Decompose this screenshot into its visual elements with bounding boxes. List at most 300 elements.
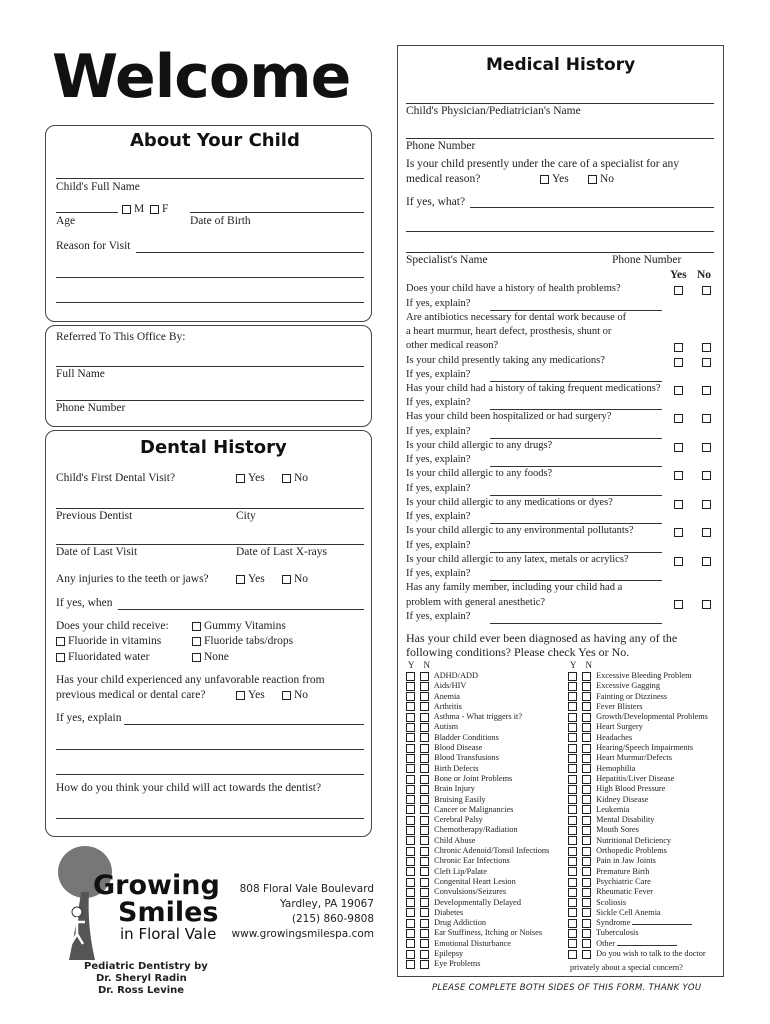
condition-row [568, 733, 708, 743]
condition-yes-checkbox[interactable] [406, 816, 415, 825]
condition-label: Pain in Jaw Joints [596, 856, 656, 866]
question-yes-checkbox[interactable] [674, 358, 683, 367]
condition-no-checkbox[interactable] [420, 785, 429, 794]
injuries-no[interactable]: No [282, 573, 308, 585]
logo-smiles: Smiles [118, 897, 219, 928]
question-yes-checkbox[interactable] [674, 500, 683, 509]
condition-yes-checkbox[interactable] [406, 713, 415, 722]
condition-label: Aids/HIV [433, 681, 467, 691]
condition-label: Blood Transfusions [434, 753, 499, 763]
condition-label: Other [596, 938, 616, 948]
if-yes-when-label: If yes, when [56, 597, 113, 609]
act-line[interactable] [56, 818, 364, 819]
condition-row [568, 867, 708, 877]
condition-label: Psychiatric Care [596, 876, 651, 886]
reason-line-3[interactable] [56, 302, 364, 303]
condition-row [568, 671, 708, 681]
condition-yes-checkbox[interactable] [406, 764, 415, 773]
question-yes-checkbox[interactable] [674, 386, 683, 395]
condition-no-checkbox[interactable] [420, 775, 429, 784]
diagnosis-intro-2: following conditions? Please check Yes or No. [406, 645, 630, 659]
condition-yes-checkbox[interactable] [406, 775, 415, 784]
female-checkbox[interactable] [150, 205, 159, 214]
condition-label: Hearing/Speech Impairments [596, 743, 694, 753]
question-yes-checkbox[interactable] [674, 443, 683, 452]
condition-yes-checkbox[interactable] [406, 950, 415, 959]
condition-row [568, 692, 708, 702]
health-question: Does your child have a history of health problems? [406, 283, 621, 294]
condition-row [406, 692, 549, 702]
condition-no-checkbox[interactable] [420, 898, 429, 907]
explain-line[interactable] [490, 409, 662, 410]
health-question: Are antibiotics necessary for dental work because of [406, 312, 627, 323]
condition-yes-checkbox[interactable] [406, 795, 415, 804]
condition-no-checkbox[interactable] [582, 929, 591, 938]
if-yes-what-label: If yes, what? [406, 196, 466, 208]
condition-row [406, 908, 549, 918]
condition-no-checkbox[interactable] [420, 702, 429, 711]
condition-yes-checkbox[interactable] [568, 795, 577, 804]
question-no-checkbox[interactable] [702, 557, 711, 566]
question-no-checkbox[interactable] [702, 528, 711, 537]
condition-no-checkbox[interactable] [420, 672, 429, 681]
injuries-yes[interactable]: Yes [236, 573, 265, 585]
condition-label: Ear Stuffiness, Itching or Noises [434, 928, 543, 938]
conditions-left-list [406, 671, 549, 970]
condition-no-checkbox[interactable] [420, 723, 429, 732]
condition-yes-checkbox[interactable] [568, 764, 577, 773]
condition-no-checkbox[interactable] [420, 857, 429, 866]
condition-label: Hepatitis/Liver Disease [596, 773, 675, 783]
age-label: Age [56, 215, 76, 227]
conditions-right-list [568, 671, 708, 959]
condition-no-checkbox[interactable] [420, 816, 429, 825]
address-street: 808 Floral Vale Boulevard [239, 883, 374, 895]
condition-no-checkbox[interactable] [582, 805, 591, 814]
condition-yes-checkbox[interactable] [568, 754, 577, 763]
question-no-checkbox[interactable] [702, 386, 711, 395]
condition-label: Leukemia [596, 804, 630, 814]
condition-label: Congenital Heart Lesion [434, 876, 516, 886]
condition-no-checkbox[interactable] [420, 847, 429, 856]
condition-label: Bruising Easily [434, 794, 486, 804]
condition-yes-checkbox[interactable] [568, 744, 577, 753]
health-question: Is your child allergic to any foods? [406, 468, 553, 479]
condition-yes-checkbox[interactable] [406, 733, 415, 742]
condition-blank[interactable] [617, 945, 677, 946]
health-question: problem with general anesthetic? [406, 597, 546, 608]
condition-yes-checkbox[interactable] [568, 939, 577, 948]
if-yes-what-line-2[interactable] [406, 231, 714, 232]
condition-yes-checkbox[interactable] [406, 960, 415, 969]
condition-no-checkbox[interactable] [582, 826, 591, 835]
question-yes-checkbox[interactable] [674, 528, 683, 537]
condition-row [406, 722, 549, 732]
condition-no-checkbox[interactable] [420, 836, 429, 845]
physician-label: Child's Physician/Pediatrician's Name [406, 105, 581, 117]
condition-label: Mental Disability [596, 815, 655, 825]
condition-label: ADHD/ADD [433, 671, 478, 680]
explain-line[interactable] [490, 523, 662, 524]
condition-row [568, 949, 708, 959]
condition-yes-checkbox[interactable] [406, 847, 415, 856]
dental-history-box [45, 430, 372, 837]
condition-blank[interactable] [632, 924, 692, 925]
condition-yes-checkbox[interactable] [568, 682, 577, 691]
condition-yes-checkbox[interactable] [406, 836, 415, 845]
condition-row [568, 774, 708, 784]
condition-label: Asthma - What triggers it? [433, 712, 523, 722]
question-no-checkbox[interactable] [702, 443, 711, 452]
condition-no-checkbox[interactable] [420, 713, 429, 722]
explain-line[interactable] [490, 381, 662, 382]
condition-yes-checkbox[interactable] [406, 878, 415, 887]
condition-no-checkbox[interactable] [582, 816, 591, 825]
condition-no-checkbox[interactable] [582, 898, 591, 907]
condition-no-checkbox[interactable] [420, 878, 429, 887]
condition-yes-checkbox[interactable] [568, 775, 577, 784]
condition-no-checkbox[interactable] [582, 713, 591, 722]
reaction-question-2: previous medical or dental care? [56, 689, 206, 701]
condition-row [568, 887, 708, 897]
condition-no-checkbox[interactable] [420, 764, 429, 773]
condition-row [406, 753, 549, 763]
condition-no-checkbox[interactable] [582, 908, 591, 917]
condition-yes-checkbox[interactable] [406, 888, 415, 897]
condition-row [406, 743, 549, 753]
address-web[interactable]: www.growingsmilespa.com [231, 928, 374, 940]
condition-row [406, 825, 549, 835]
condition-yes-checkbox[interactable] [406, 754, 415, 763]
question-no-checkbox[interactable] [702, 358, 711, 367]
practice-label: Pediatric Dentistry by [84, 961, 208, 972]
health-question: Is your child allergic to any latex, metals or acrylics? [406, 554, 629, 565]
address-city: Yardley, PA 19067 [279, 898, 374, 910]
condition-yes-checkbox[interactable] [568, 733, 577, 742]
condition-label: Emotional Disturbance [434, 938, 511, 948]
last-visit-line[interactable] [56, 544, 364, 545]
condition-yes-checkbox[interactable] [406, 898, 415, 907]
logo-growing: Growing [93, 870, 220, 901]
condition-yes-checkbox[interactable] [406, 744, 415, 753]
physician-line[interactable] [406, 103, 714, 104]
condition-yes-checkbox[interactable] [568, 908, 577, 917]
condition-label: Growth/Developmental Problems [596, 712, 708, 722]
question-yes-checkbox[interactable] [674, 471, 683, 480]
explain-prompt: If yes, explain? [406, 568, 471, 579]
condition-no-checkbox[interactable] [420, 960, 429, 969]
prev-dentist-line[interactable] [56, 508, 364, 509]
condition-no-checkbox[interactable] [420, 919, 429, 928]
first-visit-yes[interactable]: Yes [236, 472, 265, 484]
explain-prompt: If yes, explain? [406, 611, 471, 622]
condition-row [406, 764, 549, 774]
explain-line[interactable] [490, 438, 662, 439]
condition-no-checkbox[interactable] [582, 847, 591, 856]
explain-line[interactable] [490, 623, 662, 624]
question-yes-checkbox[interactable] [674, 414, 683, 423]
footer-note: PLEASE COMPLETE BOTH SIDES OF THIS FORM. THANK YOU [432, 983, 702, 993]
child-name-label: Child's Full Name [56, 181, 140, 193]
explain-line[interactable] [124, 724, 364, 725]
condition-label: Rheumatic Fever [596, 887, 654, 897]
condition-yes-checkbox[interactable] [406, 919, 415, 928]
conditions-right-yn: Y N [570, 660, 592, 670]
condition-yes-checkbox[interactable] [406, 908, 415, 917]
condition-yes-checkbox[interactable] [406, 692, 415, 701]
explain-line[interactable] [490, 552, 662, 553]
condition-no-checkbox[interactable] [582, 754, 591, 763]
condition-no-checkbox[interactable] [420, 939, 429, 948]
condition-yes-checkbox[interactable] [406, 939, 415, 948]
condition-label: Chronic Adenoid/Tonsil Infections [434, 846, 550, 856]
health-question: Has your child had a history of taking frequent medications? [406, 383, 661, 394]
condition-label: Diabetes [434, 907, 464, 917]
condition-no-checkbox[interactable] [420, 929, 429, 938]
male-checkbox[interactable] [122, 205, 131, 214]
condition-no-checkbox[interactable] [582, 723, 591, 732]
condition-yes-checkbox[interactable] [568, 702, 577, 711]
condition-no-checkbox[interactable] [582, 919, 591, 928]
gummy-vitamins-option[interactable]: Gummy Vitamins [192, 620, 286, 632]
specialist-yes[interactable]: Yes [540, 173, 569, 185]
condition-label: Premature Birth [596, 866, 650, 876]
last-visit-label: Date of Last Visit [56, 546, 138, 558]
condition-yes-checkbox[interactable] [568, 919, 577, 928]
condition-label: Brain Injury [434, 784, 475, 794]
condition-no-checkbox[interactable] [420, 805, 429, 814]
reason-line-2[interactable] [56, 277, 364, 278]
condition-yes-checkbox[interactable] [568, 713, 577, 722]
condition-yes-checkbox[interactable] [568, 836, 577, 845]
condition-no-checkbox[interactable] [582, 888, 591, 897]
if-yes-when-line[interactable] [118, 609, 364, 610]
explain-line-2[interactable] [56, 749, 364, 750]
address-block [226, 882, 374, 942]
question-no-checkbox[interactable] [702, 600, 711, 609]
condition-row [568, 753, 708, 763]
condition-yes-checkbox[interactable] [568, 878, 577, 887]
dob-line[interactable] [190, 212, 364, 213]
condition-yes-checkbox[interactable] [568, 857, 577, 866]
doctor-radin: Dr. Sheryl Radin [96, 973, 187, 984]
condition-no-checkbox[interactable] [420, 826, 429, 835]
receive-question: Does your child receive: [56, 620, 169, 632]
condition-no-checkbox[interactable] [582, 775, 591, 784]
fluoridated-water-option[interactable]: Fluoridated water [56, 651, 149, 663]
private-concern-label: privately about a special concern? [570, 963, 683, 972]
city-label: City [236, 510, 256, 522]
explain-line[interactable] [490, 495, 662, 496]
condition-yes-checkbox[interactable] [406, 857, 415, 866]
explain-line[interactable] [490, 310, 662, 311]
first-visit-question: Child's First Dental Visit? [56, 472, 176, 484]
condition-row [568, 722, 708, 732]
none-option[interactable]: None [192, 651, 229, 663]
referred-name-line[interactable] [56, 366, 364, 367]
condition-row [568, 898, 708, 908]
condition-row [406, 795, 549, 805]
reaction-no[interactable]: No [282, 689, 308, 701]
condition-no-checkbox[interactable] [582, 950, 591, 959]
condition-label: Eye Problems [434, 959, 481, 969]
condition-yes-checkbox[interactable] [568, 816, 577, 825]
condition-row [406, 959, 549, 969]
if-yes-what-line[interactable] [470, 207, 714, 208]
condition-label: Fever Blisters [596, 701, 643, 711]
condition-no-checkbox[interactable] [582, 692, 591, 701]
condition-yes-checkbox[interactable] [568, 847, 577, 856]
referred-phone-line[interactable] [56, 400, 364, 401]
dental-history-heading: Dental History [140, 437, 287, 458]
condition-yes-checkbox[interactable] [568, 867, 577, 876]
condition-no-checkbox[interactable] [420, 692, 429, 701]
condition-label: Fainting or Dizziness [596, 691, 668, 701]
condition-label: Excessive Gagging [596, 681, 660, 691]
yes-column-header: Yes [670, 269, 687, 281]
condition-yes-checkbox[interactable] [406, 723, 415, 732]
condition-yes-checkbox[interactable] [406, 785, 415, 794]
condition-label: High Blood Pressure [596, 784, 666, 794]
condition-no-checkbox[interactable] [582, 764, 591, 773]
condition-label: Orthopedic Problems [596, 846, 667, 856]
condition-no-checkbox[interactable] [582, 867, 591, 876]
condition-no-checkbox[interactable] [420, 682, 429, 691]
condition-label: Drug Addiction [434, 918, 487, 928]
explain-label: If yes, explain [56, 712, 122, 724]
reason-label: Reason for Visit [56, 240, 131, 252]
health-question: Has your child been hospitalized or had surgery? [406, 411, 612, 422]
condition-label: Cleft Lip/Palate [434, 866, 487, 876]
condition-no-checkbox[interactable] [582, 682, 591, 691]
condition-yes-checkbox[interactable] [406, 929, 415, 938]
condition-label: Developmentally Delayed [434, 897, 522, 907]
condition-label: Hemophilia [596, 763, 636, 773]
condition-no-checkbox[interactable] [582, 939, 591, 948]
condition-no-checkbox[interactable] [582, 733, 591, 742]
condition-label: Anemia [433, 691, 460, 701]
condition-yes-checkbox[interactable] [406, 826, 415, 835]
question-no-checkbox[interactable] [702, 343, 711, 352]
condition-label: Child Abuse [434, 835, 476, 845]
condition-label: Chemotherapy/Radiation [434, 825, 518, 835]
condition-no-checkbox[interactable] [582, 836, 591, 845]
question-no-checkbox[interactable] [702, 286, 711, 295]
condition-yes-checkbox[interactable] [568, 898, 577, 907]
fluoride-tabs-option[interactable]: Fluoride tabs/drops [192, 635, 293, 647]
condition-row [568, 805, 708, 815]
condition-no-checkbox[interactable] [582, 857, 591, 866]
question-yes-checkbox[interactable] [674, 286, 683, 295]
condition-yes-checkbox[interactable] [568, 692, 577, 701]
question-no-checkbox[interactable] [702, 414, 711, 423]
condition-no-checkbox[interactable] [582, 672, 591, 681]
condition-yes-checkbox[interactable] [568, 826, 577, 835]
condition-row [406, 867, 549, 877]
condition-no-checkbox[interactable] [582, 744, 591, 753]
condition-label: Bone or Joint Problems [434, 773, 513, 783]
condition-row [406, 836, 549, 846]
condition-row [406, 898, 549, 908]
explain-line-3[interactable] [56, 774, 364, 775]
condition-label: Autism [433, 722, 459, 732]
last-xray-label: Date of Last X-rays [236, 546, 328, 558]
condition-no-checkbox[interactable] [582, 795, 591, 804]
doctor-levine: Dr. Ross Levine [98, 985, 185, 996]
condition-yes-checkbox[interactable] [406, 867, 415, 876]
explain-prompt: If yes, explain? [406, 511, 471, 522]
physician-phone-label: Phone Number [406, 140, 476, 152]
condition-label: Heart Surgery [596, 722, 643, 732]
condition-row [568, 846, 708, 856]
condition-row [406, 887, 549, 897]
child-name-line[interactable] [56, 178, 364, 179]
condition-yes-checkbox[interactable] [568, 929, 577, 938]
question-no-checkbox[interactable] [702, 500, 711, 509]
condition-yes-checkbox[interactable] [568, 888, 577, 897]
diagnosis-intro: Has your child ever been diagnosed as having any of the [406, 631, 678, 645]
medical-history-heading: Medical History [486, 55, 636, 75]
condition-no-checkbox[interactable] [582, 702, 591, 711]
condition-label: Heart Murmur/Defects [596, 753, 672, 763]
question-yes-checkbox[interactable] [674, 600, 683, 609]
condition-no-checkbox[interactable] [420, 795, 429, 804]
condition-no-checkbox[interactable] [420, 867, 429, 876]
condition-yes-checkbox[interactable] [406, 682, 415, 691]
explain-line[interactable] [490, 466, 662, 467]
condition-no-checkbox[interactable] [582, 785, 591, 794]
condition-no-checkbox[interactable] [582, 878, 591, 887]
condition-row [568, 815, 708, 825]
condition-label: Kidney Disease [596, 794, 649, 804]
condition-row [406, 671, 549, 681]
condition-yes-checkbox[interactable] [406, 805, 415, 814]
condition-row [406, 928, 549, 938]
condition-label: Nutritional Deficiency [596, 835, 672, 845]
condition-label: Sickle Cell Anemia [596, 907, 661, 917]
physician-phone-line[interactable] [406, 138, 714, 139]
condition-yes-checkbox[interactable] [568, 785, 577, 794]
condition-no-checkbox[interactable] [420, 733, 429, 742]
condition-no-checkbox[interactable] [420, 950, 429, 959]
condition-yes-checkbox[interactable] [568, 672, 577, 681]
condition-yes-checkbox[interactable] [568, 723, 577, 732]
condition-yes-checkbox[interactable] [406, 672, 415, 681]
condition-yes-checkbox[interactable] [406, 702, 415, 711]
reaction-yes[interactable]: Yes [236, 689, 265, 701]
specialist-line[interactable] [406, 252, 714, 253]
age-line[interactable] [56, 212, 118, 213]
condition-label: Tuberculosis [596, 928, 639, 938]
specialist-no[interactable]: No [588, 173, 614, 185]
condition-no-checkbox[interactable] [420, 908, 429, 917]
question-no-checkbox[interactable] [702, 471, 711, 480]
explain-line[interactable] [490, 580, 662, 581]
reason-line[interactable] [136, 252, 364, 253]
fluoride-vitamins-option[interactable]: Fluoride in vitamins [56, 635, 161, 647]
condition-yes-checkbox[interactable] [568, 950, 577, 959]
first-visit-no[interactable]: No [282, 472, 308, 484]
condition-no-checkbox[interactable] [420, 888, 429, 897]
condition-no-checkbox[interactable] [420, 754, 429, 763]
condition-row [568, 702, 708, 712]
referred-phone-label: Phone Number [56, 402, 126, 414]
health-question: Is your child allergic to any environmental pollutants? [406, 525, 634, 536]
question-yes-checkbox[interactable] [674, 557, 683, 566]
question-yes-checkbox[interactable] [674, 343, 683, 352]
condition-no-checkbox[interactable] [420, 744, 429, 753]
condition-yes-checkbox[interactable] [568, 805, 577, 814]
